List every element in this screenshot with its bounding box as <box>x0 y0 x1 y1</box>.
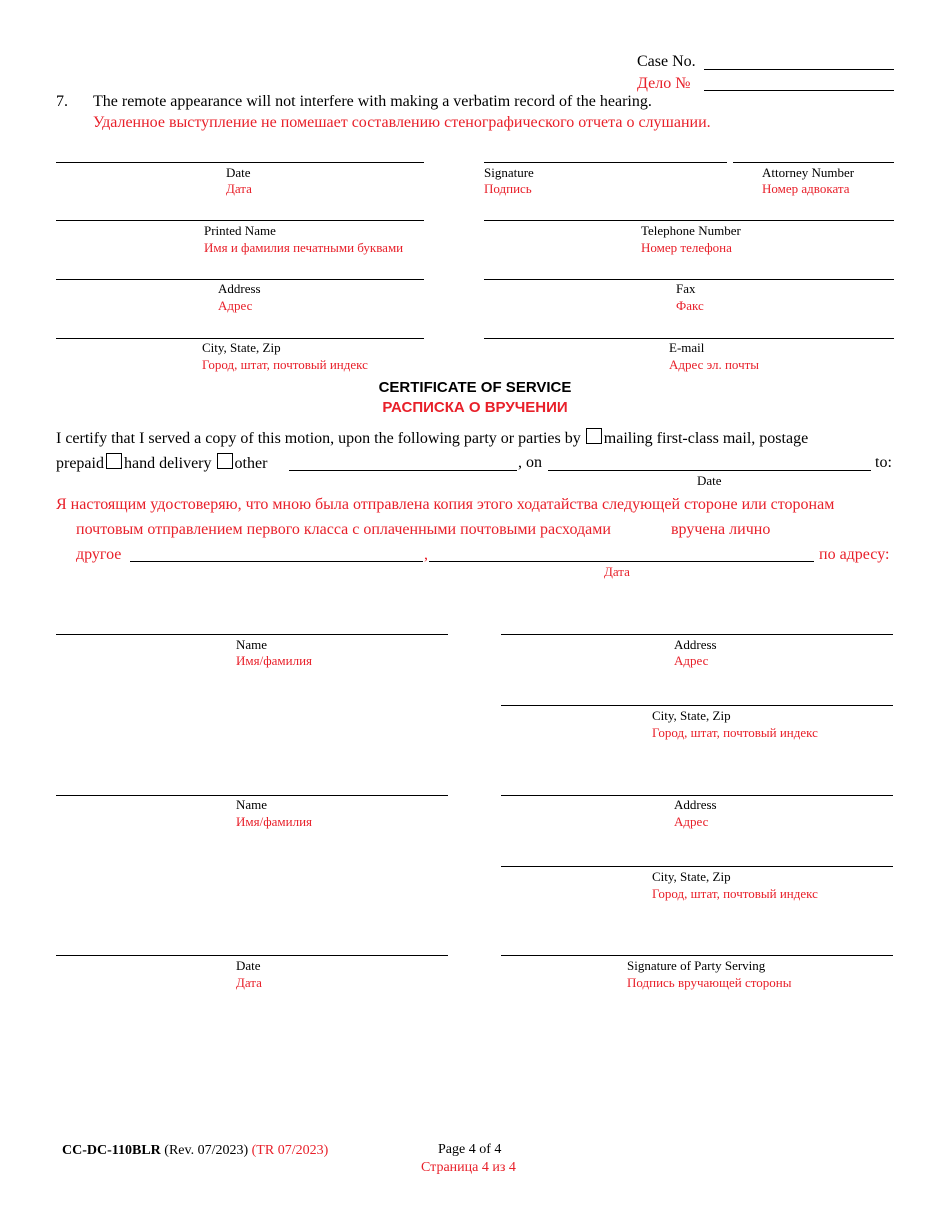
case-no-field-ru[interactable] <box>704 90 894 91</box>
page-number: Page 4 of 4 <box>438 1142 502 1157</box>
party-2-address-label: Address <box>674 797 717 812</box>
certificate-title: CERTIFICATE OF SERVICE <box>378 379 572 396</box>
party-2-city-label-ru: Город, штат, почтовый индекс <box>652 886 818 901</box>
party-1-name-label-ru: Имя/фамилия <box>236 653 313 668</box>
printed-name-label-ru: Имя и фамилия печатными буквами <box>204 240 404 255</box>
item-7-text: The remote appearance will not interfere with making a verbatim record of the hearing. <box>93 93 652 110</box>
mail-option-label: mailing first-class mail, postage <box>603 430 809 447</box>
email-field[interactable] <box>484 338 894 339</box>
to-text: to: <box>875 454 892 471</box>
case-no-label: Case No. <box>637 53 696 70</box>
date-label: Date <box>226 165 251 180</box>
party-2-city-field[interactable] <box>501 866 893 867</box>
item-7-number: 7. <box>56 93 68 110</box>
city-state-zip-field[interactable] <box>56 338 424 339</box>
party-1-city-label-ru: Город, штат, почтовый индекс <box>652 725 818 740</box>
certificate-line-2 <box>56 453 267 474</box>
other-label: other <box>234 455 268 472</box>
comma-ru: , <box>424 546 428 563</box>
party-1-name-label: Name <box>236 637 268 652</box>
case-no-field[interactable] <box>704 69 894 70</box>
hand-delivery-label-ru: вручена лично <box>671 521 771 538</box>
attorney-number-field[interactable] <box>733 162 894 163</box>
serving-date-label-ru: Дата <box>236 975 262 990</box>
certificate-line-1 <box>56 428 808 449</box>
party-2-address-field[interactable] <box>501 795 893 796</box>
party-1-address-label: Address <box>674 637 717 652</box>
party-2-address-label-ru: Адрес <box>674 814 709 829</box>
hand-delivery-checkbox[interactable] <box>106 453 122 469</box>
form-tr: (TR 07/2023) <box>251 1143 329 1158</box>
service-date-field[interactable] <box>548 470 871 471</box>
signature-field[interactable] <box>484 162 727 163</box>
form-id: CC-DC-110BLR <box>62 1143 161 1158</box>
other-checkbox[interactable] <box>217 453 233 469</box>
fax-label: Fax <box>676 281 696 296</box>
city-state-zip-label-ru: Город, штат, почтовый индекс <box>202 357 368 372</box>
signature-label: Signature <box>484 165 534 180</box>
party-1-address-field[interactable] <box>501 634 893 635</box>
email-label: E-mail <box>669 340 705 355</box>
telephone-label-ru: Номер телефона <box>641 240 732 255</box>
email-label-ru: Адрес эл. почты <box>669 357 760 372</box>
party-2-city-label: City, State, Zip <box>652 869 731 884</box>
form-id-line <box>62 1142 328 1159</box>
fax-label-ru: Факс <box>676 298 704 313</box>
telephone-label: Telephone Number <box>641 223 741 238</box>
printed-name-field[interactable] <box>56 220 424 221</box>
form-rev: (Rev. 07/2023) <box>164 1143 249 1158</box>
hand-delivery-label: hand delivery <box>123 455 212 472</box>
item-7-text-ru: Удаленное выступление не помешает составлению стенографического отчета о слушании. <box>93 114 711 131</box>
date-label-ru: Дата <box>226 181 252 196</box>
serving-date-field[interactable] <box>56 955 448 956</box>
printed-name-label: Printed Name <box>204 223 276 238</box>
service-date-label: Date <box>697 473 722 488</box>
other-label-ru: другое <box>76 546 122 563</box>
attorney-number-label: Attorney Number <box>762 165 855 180</box>
certificate-title-ru: РАСПИСКА О ВРУЧЕНИИ <box>382 399 568 416</box>
serving-signature-label-ru: Подпись вручающей стороны <box>627 975 792 990</box>
party-1-address-label-ru: Адрес <box>674 653 709 668</box>
case-no-label-ru: Дело № <box>637 75 691 92</box>
service-date-label-ru: Дата <box>604 564 630 579</box>
party-2-name-field[interactable] <box>56 795 448 796</box>
party-2-name-label: Name <box>236 797 268 812</box>
serving-signature-field[interactable] <box>501 955 893 956</box>
other-method-field-ru[interactable] <box>130 561 423 562</box>
party-1-city-label: City, State, Zip <box>652 708 731 723</box>
date-field[interactable] <box>56 162 424 163</box>
city-state-zip-label: City, State, Zip <box>202 340 281 355</box>
signature-label-ru: Подпись <box>484 181 532 196</box>
certificate-ru-line-2: почтовым отправлением первого класса с оплаченными почтовыми расходами <box>76 521 611 538</box>
to-address-ru: по адресу: <box>819 546 890 563</box>
address-field[interactable] <box>56 279 424 280</box>
mail-checkbox[interactable] <box>586 428 602 444</box>
certificate-line-1-text: I certify that I served a copy of this motion, upon the following party or parties by <box>56 430 581 447</box>
page-number-ru: Страница 4 из 4 <box>421 1160 516 1175</box>
party-1-city-field[interactable] <box>501 705 893 706</box>
address-label: Address <box>218 281 261 296</box>
other-method-field[interactable] <box>289 470 517 471</box>
fax-field[interactable] <box>484 279 894 280</box>
serving-signature-label: Signature of Party Serving <box>627 958 766 973</box>
address-label-ru: Адрес <box>218 298 253 313</box>
certificate-ru-line-1: Я настоящим удостоверяю, что мною была отправлена копия этого ходатайства следующей стороне или сторонам <box>56 496 835 513</box>
party-2-name-label-ru: Имя/фамилия <box>236 814 313 829</box>
telephone-field[interactable] <box>484 220 894 221</box>
on-text: , on <box>518 454 542 471</box>
party-1-name-field[interactable] <box>56 634 448 635</box>
serving-date-label: Date <box>236 958 261 973</box>
service-date-field-ru[interactable] <box>429 561 814 562</box>
attorney-number-label-ru: Номер адвоката <box>762 181 850 196</box>
prepaid-text: prepaid <box>56 455 104 472</box>
